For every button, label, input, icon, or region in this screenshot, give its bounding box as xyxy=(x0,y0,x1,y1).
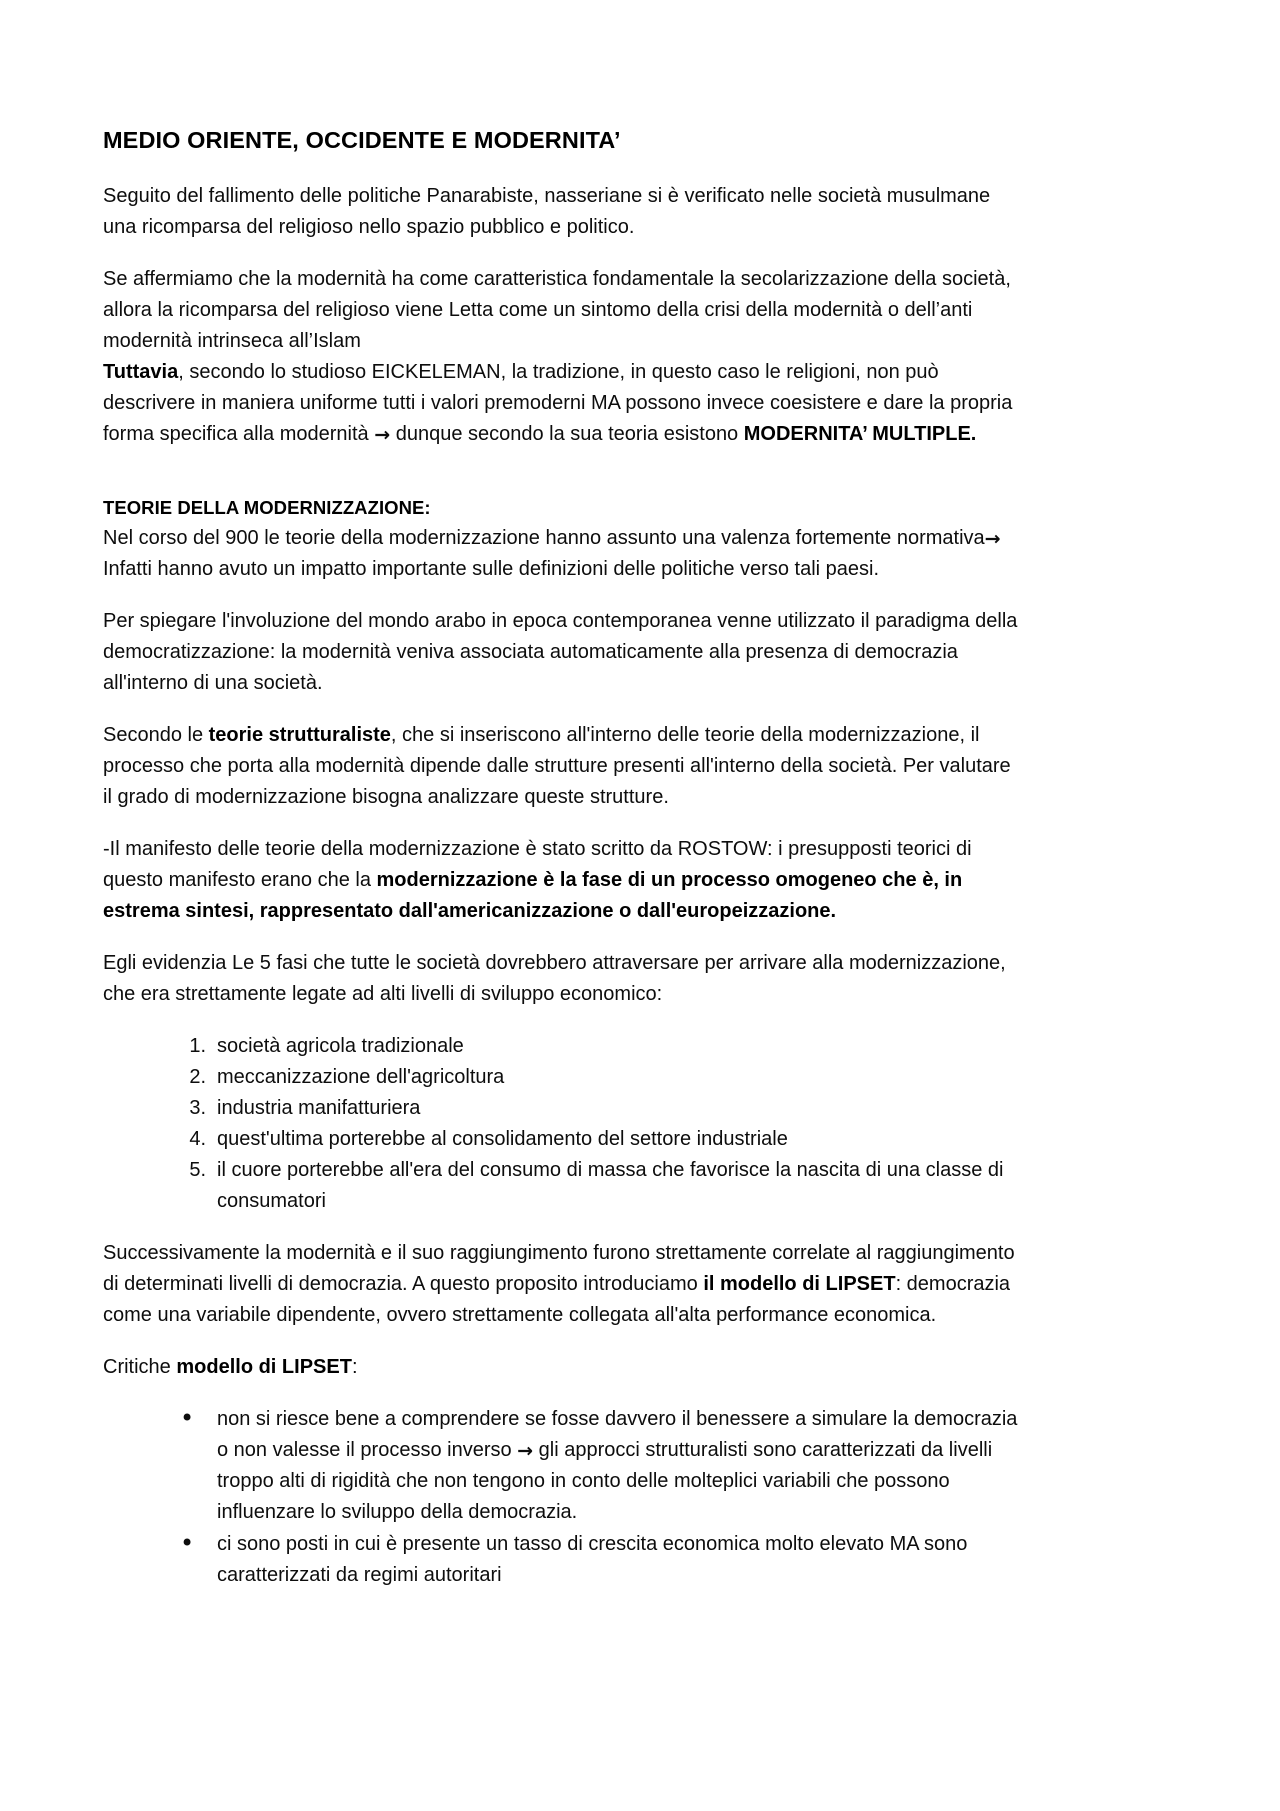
bold-rostow-definition: modernizzazione è la fase di un processo omogeneo che è, in estrema sintesi, rappresentato dall'americanizzazione o dall'europeizzazione. xyxy=(103,869,963,923)
list-item: meccanizzazione dell'agricoltura xyxy=(217,1066,505,1089)
list-item: industria manifatturiera xyxy=(217,1097,421,1120)
document-body xyxy=(103,126,1018,1591)
teorie-paragraph-1a xyxy=(103,523,1018,554)
section-spacer xyxy=(103,471,1018,493)
lipset-paragraph-1-tail: : democrazia come una variabile dipendente, ovvero strettamente collegata all'alta performance economica. xyxy=(103,1273,1011,1327)
critiche-lead: Critiche xyxy=(103,1356,177,1379)
intro-paragraph-2-text-cont: dunque secondo la sua teoria esistono xyxy=(390,423,744,446)
right-arrow-icon: → xyxy=(984,528,1001,551)
bold-modernita-multiple: MODERNITA’ MULTIPLE. xyxy=(743,423,977,446)
critiche-colon: : xyxy=(351,1356,358,1379)
bold-tuttavia: Tuttavia xyxy=(103,361,179,384)
list-item: quest'ultima porterebbe al consolidamento del settore industriale xyxy=(217,1128,788,1151)
section-heading-teorie: TEORIE DELLA MODERNIZZAZIONE: xyxy=(103,497,431,519)
right-arrow-icon: → xyxy=(517,1440,534,1463)
lipset-paragraph-1-lead: Successivamente la modernità e il suo raggiungimento furono strettamente correlate al raggiungimento di determinati livelli di democrazia. A questo proposito introduciamo xyxy=(103,1242,1015,1296)
teorie-paragraph-4 xyxy=(103,834,1018,927)
critiche-bullet-list xyxy=(103,1404,1018,1591)
intro-paragraph-2-text: , secondo lo studioso EICKELEMAN, la tradizione, in questo caso le religioni, non può descrivere in maniera uniforme tutti i valori premoderni MA possono invece coesistere e dare la propria forma specifica alla modernità xyxy=(103,361,1013,446)
bullet-text-part1: ci sono posti in cui è presente un tasso di crescita economica molto elevato MA sono caratterizzati da regimi autoritari xyxy=(217,1533,968,1587)
bold-critiche-modello-lipset: modello di LIPSET xyxy=(176,1356,352,1379)
teorie-paragraph-1b: Infatti hanno avuto un impatto importante sulle definizioni delle politiche verso tali paesi. xyxy=(103,558,880,581)
bold-modello-lipset: il modello di LIPSET xyxy=(703,1273,896,1296)
intro-paragraph-2a: Se affermiamo che la modernità ha come caratteristica fondamentale la secolarizzazione della società, allora la ricomparsa del religioso viene Letta come un sintomo della crisi della modernità o dell’anti modernità intrinseca all’Islam xyxy=(103,268,1011,353)
teorie-paragraph-4-lead: -Il manifesto delle teorie della modernizzazione è stato scritto da ROSTOW: i presupposti teorici di questo manifesto erano che la xyxy=(103,838,972,892)
list-item xyxy=(178,1404,1018,1528)
list-item: il cuore porterebbe all'era del consumo di massa che favorisce la nascita di una classe di consumatori xyxy=(217,1159,1004,1213)
teorie-paragraph-3 xyxy=(103,720,1018,813)
bullet-text-part2: gli approcci strutturalisti sono caratterizzati da livelli troppo alti di rigidità che non tengono in conto delle molteplici variabili che possono influenzare lo sviluppo della democrazia. xyxy=(217,1439,993,1524)
teorie-paragraph-3-tail: , che si inseriscono all'interno delle teorie della modernizzazione, il processo che porta alla modernità dipende dalle strutture presenti all'interno della società. Per valutare il grado di modernizzazione bisogna analizzare queste strutture. xyxy=(103,724,1011,809)
list-item: società agricola tradizionale xyxy=(217,1035,464,1058)
intro-paragraph-1: Seguito del fallimento delle politiche Panarabiste, nasseriane si è verificato nelle società musulmane una ricomparsa del religioso nello spazio pubblico e politico. xyxy=(103,185,991,239)
fasi-intro-paragraph: Egli evidenzia Le 5 fasi che tutte le società dovrebbero attraversare per arrivare alla modernizzazione, che era strettamente legate ad alti livelli di sviluppo economico: xyxy=(103,952,1006,1006)
bullet-text-part1: non si riesce bene a comprendere se fosse davvero il benessere a simulare la democrazia o non valesse il processo inverso xyxy=(217,1408,1018,1462)
bold-teorie-strutturaliste: teorie strutturaliste xyxy=(208,724,391,747)
critiche-heading xyxy=(103,1352,1018,1383)
fasi-numbered-list xyxy=(103,1031,1018,1217)
lipset-paragraph-1 xyxy=(103,1238,1018,1331)
page-title: MEDIO ORIENTE, OCCIDENTE E MODERNITA’ xyxy=(103,127,621,153)
intro-paragraph-2b xyxy=(103,357,1018,450)
list-item xyxy=(178,1529,1018,1591)
teorie-paragraph-3-lead: Secondo le xyxy=(103,724,209,747)
teorie-paragraph-1-text: Nel corso del 900 le teorie della modernizzazione hanno assunto una valenza fortemente normativa xyxy=(103,527,985,550)
right-arrow-icon: → xyxy=(374,424,391,447)
teorie-paragraph-2: Per spiegare l'involuzione del mondo arabo in epoca contemporanea venne utilizzato il paradigma della democratizzazione: la modernità veniva associata automaticamente alla presenza di democrazia all'interno di una società. xyxy=(103,610,1018,695)
